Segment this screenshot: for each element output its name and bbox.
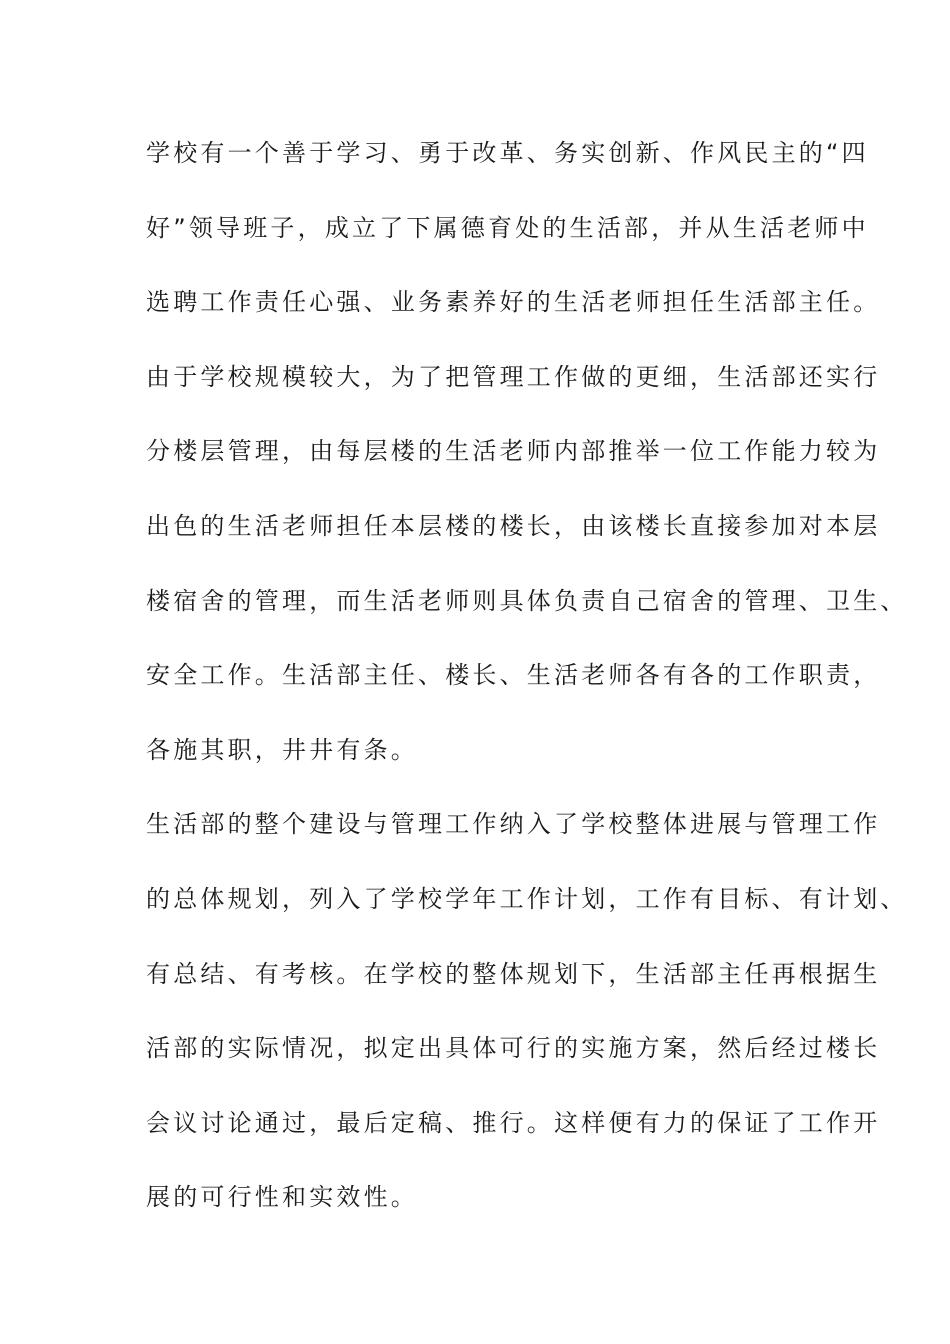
text-line-5: 分楼层管理，由每层楼的生活老师内部推举一位工作能力较为	[146, 437, 881, 466]
text-line-1: 学校有一个善于学习、勇于改革、务实创新、作风民主的“四	[146, 139, 869, 167]
body-text	[146, 133, 908, 1252]
text-line-4: 由于学校规模较大，为了把管理工作做的更细，生活部还实行	[146, 362, 881, 391]
text-line-13: 活部的实际情况，拟定出具体可行的实施方案，然后经过楼长	[146, 1034, 881, 1063]
text-line-6: 出色的生活老师担任本层楼的楼长，由该楼长直接参加对本层	[146, 511, 881, 540]
text-line-14: 会议讨论通过，最后定稿、推行。这样便有力的保证了工作开	[146, 1108, 881, 1137]
text-line-8: 安全工作。生活部主任、楼长、生活老师各有各的工作职责，	[146, 661, 881, 690]
text-line-2: 好”领导班子，成立了下属德育处的生活部，并从生活老师中	[146, 213, 869, 242]
text-line-10: 生活部的整个建设与管理工作纳入了学校整体进展与管理工作	[146, 810, 881, 839]
text-line-15: 展的可行性和实效性。	[146, 1183, 418, 1212]
text-line-3: 选聘工作责任心强、业务素养好的生活老师担任生活部主任。	[146, 288, 881, 317]
text-line-11: 的总体规划，列入了学校学年工作计划，工作有目标、有计划、	[146, 884, 908, 913]
text-line-12: 有总结、有考核。在学校的整体规划下，生活部主任再根据生	[146, 959, 881, 988]
text-line-9: 各施其职，井井有条。	[146, 735, 418, 764]
text-line-7: 楼宿舍的管理，而生活老师则具体负责自己宿舍的管理、卫生、	[146, 586, 908, 615]
